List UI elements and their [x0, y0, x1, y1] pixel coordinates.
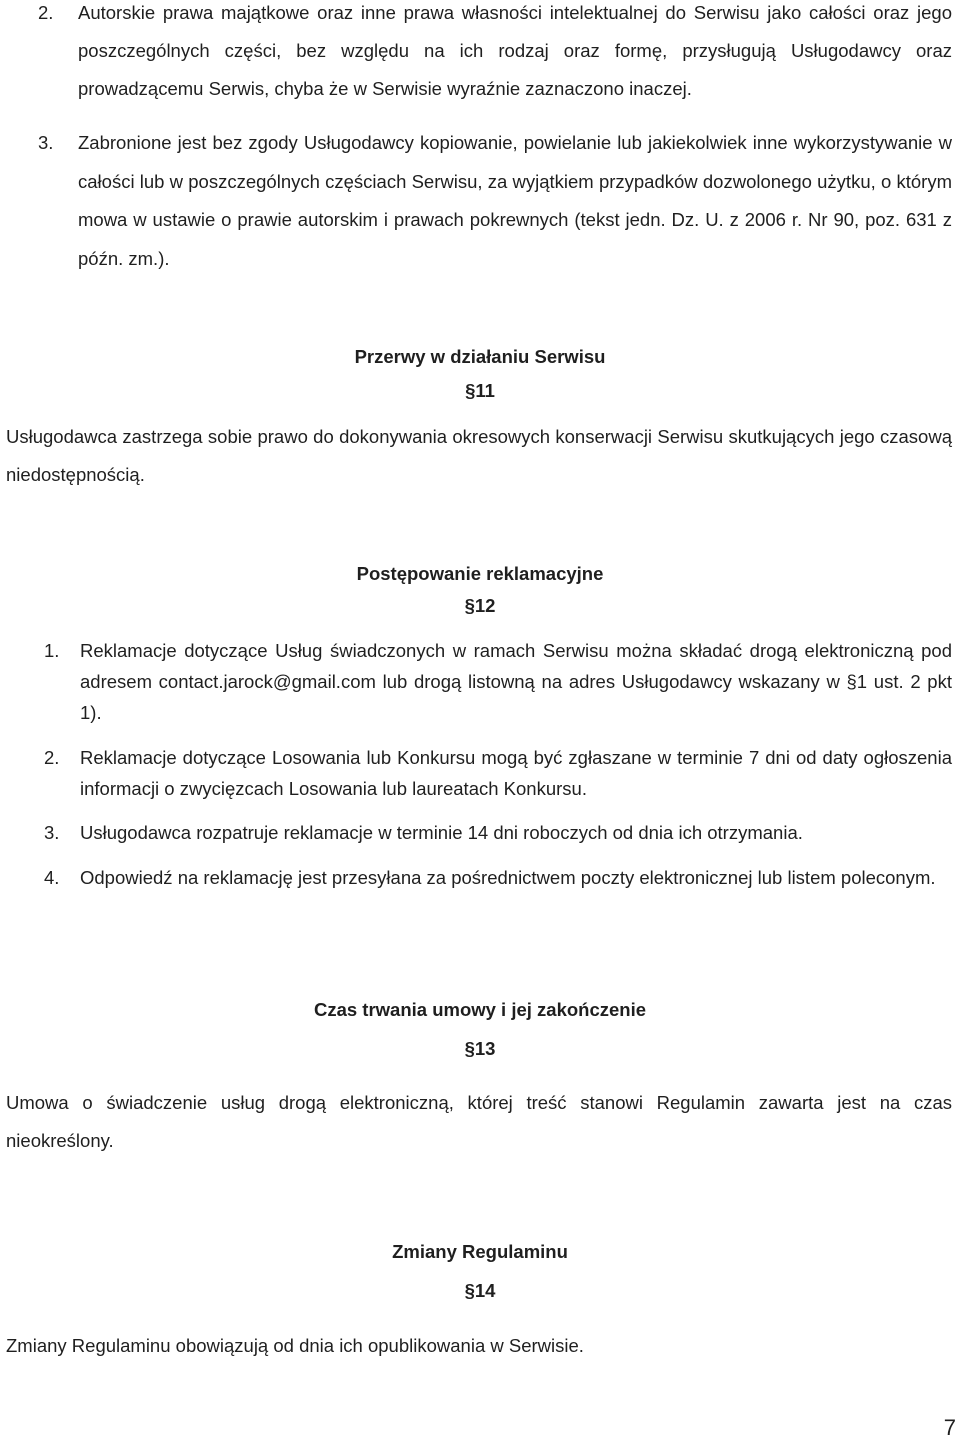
section-14-title: Zmiany Regulaminu	[392, 1241, 568, 1262]
section-13-paragraph: Umowa o świadczenie usług drogą elektroniczną, której treść stanowi Regulamin zawarta jest na czas nieokreślony.	[6, 1092, 952, 1151]
section-12-title: Postępowanie reklamacyjne	[356, 563, 604, 584]
complaint-item	[6, 635, 952, 728]
list-item-text: Zabronione jest bez zgody Usługodawcy kopiowanie, powielanie lub jakiekolwiek inne wykorzystywanie w całości lub w poszczególnych częściach Serwisu, za wyjątkiem przypadków dozwolonego użytku, o którym mowa w ustawie o prawie autorskim i prawach pokrewnych (tekst jedn. Dz. U. z 2006 r. Nr 90, poz. 631 z późn. zm.).	[78, 132, 952, 269]
complaint-item-text: Reklamacje dotyczące Losowania lub Konkursu mogą być zgłaszane w terminie 7 dni od daty ogłoszenia informacji o zwycięzcach Losowania lub laureatach Konkursu.	[80, 747, 952, 799]
list-item-copyright	[6, 0, 952, 108]
list-item-text: Autorskie prawa majątkowe oraz inne prawa własności intelektualnej do Serwisu jako całości oraz jego poszczególnych części, bez względu na ich rodzaj oraz formę, przysługują Usługodawcy oraz prowadzącemu Serwis, chyba że w Serwisie wyraźnie zaznaczono inaczej.	[78, 2, 952, 99]
complaint-item-text: Odpowiedź na reklamację jest przesyłana za pośrednictwem poczty elektronicznej lub listem poleconym.	[80, 867, 936, 888]
section-14-symbol: §14	[464, 1280, 496, 1301]
complaint-item-text: Usługodawca rozpatruje reklamacje w terminie 14 dni roboczych od dnia ich otrzymania.	[80, 822, 803, 843]
complaint-item	[6, 742, 952, 804]
section-11-title: Przerwy w działaniu Serwisu	[354, 346, 606, 367]
section-13-title: Czas trwania umowy i jej zakończenie	[313, 999, 647, 1020]
complaint-item-number: 1.	[44, 640, 60, 661]
list-item-number: 2.	[38, 2, 54, 23]
section-11-symbol: §11	[465, 380, 495, 401]
complaint-item-number: 2.	[44, 747, 60, 768]
complaint-item-number: 4.	[44, 867, 60, 888]
page-number: 7	[943, 1415, 956, 1440]
section-12-symbol: §12	[464, 595, 496, 616]
list-item-number: 3.	[38, 132, 54, 153]
complaint-item	[6, 817, 952, 848]
complaint-item-text: Reklamacje dotyczące Usług świadczonych w ramach Serwisu można składać drogą elektroniczną pod adresem contact.jarock@gmail.com lub drogą listowną na adres Usługodawcy wskazany w §1 ust. 2 pkt 1).	[80, 640, 952, 723]
complaint-item	[6, 862, 952, 893]
section-11-paragraph: Usługodawca zastrzega sobie prawo do dokonywania okresowych konserwacji Serwisu skutkujących jego czasową niedostępnością.	[6, 426, 952, 485]
section-14-paragraph: Zmiany Regulaminu obowiązują od dnia ich opublikowania w Serwisie.	[6, 1335, 584, 1356]
list-item-prohibition	[6, 124, 952, 278]
complaint-item-number: 3.	[44, 822, 60, 843]
section-13-symbol: §13	[464, 1038, 496, 1059]
